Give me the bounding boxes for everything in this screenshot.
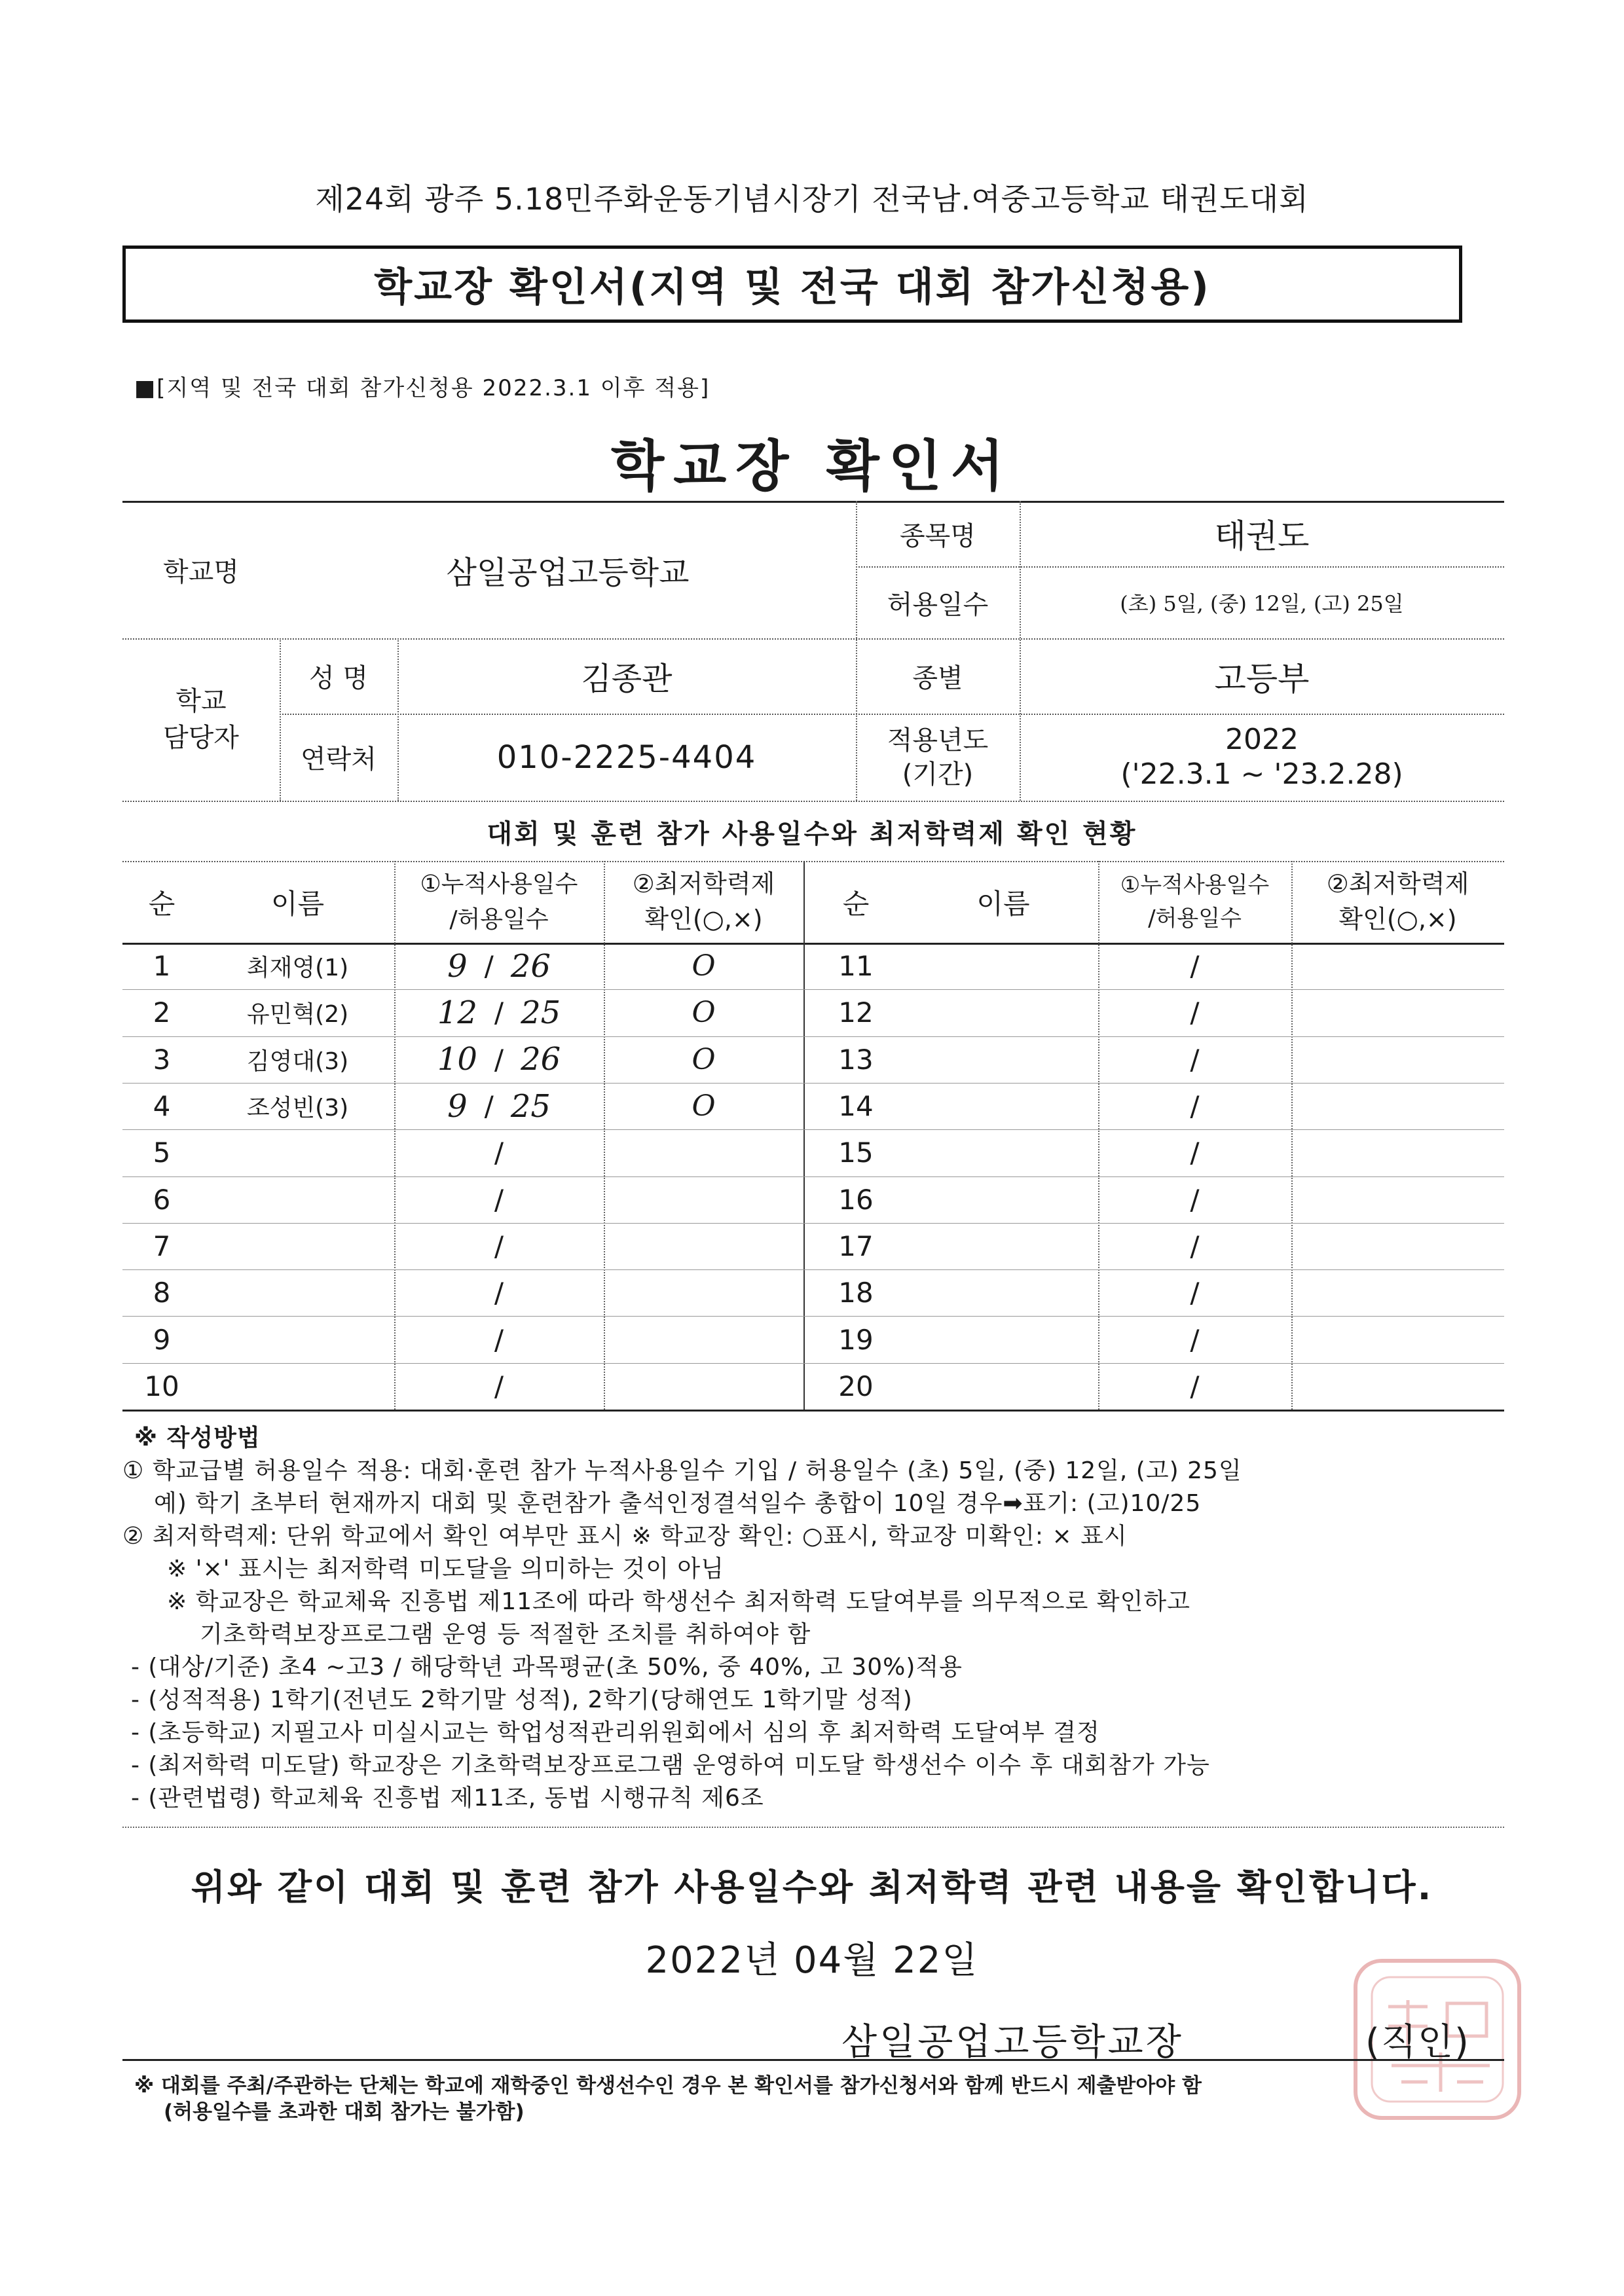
- division-value: 고등부: [1214, 659, 1310, 698]
- days-used-allowed: /: [494, 1277, 504, 1309]
- student-name: [201, 1363, 394, 1410]
- header-min-right: [1291, 861, 1504, 943]
- contact-person-label-line2: 담당자: [163, 723, 239, 753]
- min-academic-check: [604, 1269, 803, 1316]
- min-academic-check: [1291, 943, 1504, 989]
- student-name: 최재영(1): [246, 955, 349, 982]
- confirmation-statement: 위와 같이 대회 및 훈련 참가 사용일수와 최저학력 관련 내용을 확인합니다.: [191, 1867, 1433, 1908]
- header-name-left: 이름: [270, 887, 325, 920]
- min-academic-check: O: [692, 949, 716, 983]
- note-line: ※ 학교장은 학교체육 진흥법 제11조에 따라 학생선수 최저학력 도달여부를 의무적으로 확인하고: [167, 1588, 1190, 1615]
- school-name-label: 학교명: [163, 556, 239, 587]
- row-number: 16: [838, 1183, 874, 1216]
- student-name: [201, 1129, 394, 1176]
- note-line: 예) 학기 초부터 현재까지 대회 및 훈련참가 출석인정결석일수 총합이 10일 경우➡표기: (고)10/25: [154, 1490, 1202, 1517]
- period-label: [856, 714, 1020, 801]
- min-academic-check: [604, 1316, 803, 1362]
- period-label-line1: 적용년도: [887, 725, 989, 756]
- student-name: [908, 1083, 1098, 1129]
- header-days-left: [394, 861, 604, 943]
- header-days-right: [1098, 861, 1291, 943]
- min-academic-check: [604, 1176, 803, 1223]
- days-used-allowed: [394, 1083, 604, 1129]
- min-academic-check: [1291, 1363, 1504, 1410]
- days-used: 9: [447, 1087, 468, 1125]
- min-academic-check: [1291, 1223, 1504, 1269]
- row-number: 19: [838, 1323, 874, 1356]
- days-used-allowed: [394, 943, 604, 989]
- division-label: 종별: [912, 663, 963, 693]
- header-no-left: 순: [148, 887, 175, 920]
- min-academic-check: O: [692, 996, 716, 1030]
- note-line: - (성적적용) 1학기(전년도 2학기말 성적), 2학기(당해연도 1학기말 성적): [131, 1686, 913, 1713]
- school-name-value: 삼일공업고등학교: [446, 554, 690, 591]
- row-number: 18: [838, 1277, 874, 1309]
- footer-divider: [122, 2059, 1504, 2061]
- days-used-allowed: [394, 1036, 604, 1083]
- banner-title-text: 학교장 확인서(지역 및 전국 대회 참가신청용): [374, 264, 1211, 310]
- event-title: 제24회 광주 5.18민주화운동기념시장기 전국남.여중고등학교 태권도대회: [315, 181, 1309, 217]
- days-allowed: 25: [521, 994, 561, 1031]
- notes-heading: ※ 작성방법: [134, 1425, 261, 1451]
- row-number: 11: [838, 950, 874, 983]
- days-used-allowed: /: [494, 1370, 504, 1402]
- period-range: ('22.3.1 ~ '23.2.28): [1120, 757, 1403, 791]
- days-used: 9: [447, 947, 468, 985]
- student-name: [908, 989, 1098, 1036]
- confirmation-date: 2022년 04월 22일: [645, 1939, 979, 1982]
- days-used-allowed: /: [1190, 1230, 1200, 1262]
- period-year: 2022: [1225, 722, 1299, 756]
- sport-label: 종목명: [900, 520, 976, 551]
- days-used-allowed: /: [1190, 996, 1200, 1029]
- student-name: 김영대(3): [246, 1048, 349, 1075]
- days-used-allowed: /: [1190, 1370, 1200, 1402]
- note-line: - (최저학력 미도달) 학교장은 기초학력보장프로그램 운영하여 미도달 학생선수 이수 후 대회참가 가능: [131, 1752, 1210, 1779]
- row-number: 10: [144, 1370, 179, 1402]
- school-info-table: [122, 501, 1504, 802]
- days-used-allowed: /: [1190, 1043, 1200, 1076]
- min-academic-check: [1291, 1036, 1504, 1083]
- footer-note-sub: (허용일수를 초과한 대회 참가는 불가함): [164, 2100, 525, 2124]
- contact-person-label: [122, 638, 280, 801]
- allowed-days-value: (초) 5일, (중) 12일, (고) 25일: [1120, 591, 1404, 616]
- name-label: 성 명: [309, 663, 368, 693]
- header-min-left-line2: 확인(○,×): [644, 904, 763, 934]
- row-number: 8: [153, 1277, 171, 1309]
- header-days-left-line2: /허용일수: [449, 905, 549, 933]
- principal-name: 삼일공업고등학교장: [841, 2021, 1184, 2064]
- slash: /: [484, 950, 494, 983]
- header-name-right: 이름: [976, 887, 1030, 920]
- name-value: 김종관: [581, 661, 673, 697]
- student-name: [908, 1176, 1098, 1223]
- days-allowed: 26: [521, 1041, 561, 1078]
- note-line: ※ '×' 표시는 최저학력 미도달을 의미하는 것이 아님: [167, 1556, 724, 1582]
- row-number: 6: [153, 1183, 171, 1216]
- days-used-allowed: /: [494, 1323, 504, 1356]
- student-name: [908, 1223, 1098, 1269]
- row-number: 20: [838, 1370, 874, 1402]
- slash: /: [484, 1090, 494, 1123]
- row-number: 1: [153, 950, 171, 983]
- list-title: 대회 및 훈련 참가 사용일수와 최저학력제 확인 현황: [487, 819, 1137, 849]
- row-number: 17: [838, 1230, 874, 1262]
- row-number: 3: [153, 1043, 171, 1076]
- header-days-right-line2: /허용일수: [1148, 905, 1242, 932]
- min-academic-check: [1291, 1269, 1504, 1316]
- student-name: [201, 1269, 394, 1316]
- min-academic-check: [604, 1129, 803, 1176]
- days-used: 10: [437, 1041, 477, 1078]
- days-used-allowed: /: [1190, 950, 1200, 983]
- student-name: 유민혁(2): [246, 1001, 349, 1029]
- min-academic-check: [1291, 1083, 1504, 1129]
- row-number: 15: [838, 1137, 874, 1169]
- days-used-allowed: [394, 989, 604, 1036]
- student-name: [201, 1316, 394, 1362]
- student-name: [908, 1129, 1098, 1176]
- min-academic-check: [1291, 1316, 1504, 1362]
- header-days-right-line1: ①누적사용일수: [1120, 871, 1270, 898]
- days-allowed: 25: [510, 1087, 551, 1125]
- period-value: [1020, 714, 1504, 801]
- sport-value: 태권도: [1214, 517, 1310, 555]
- student-name: [908, 1269, 1098, 1316]
- header-min-left: [604, 861, 803, 943]
- days-used-allowed: /: [1190, 1323, 1200, 1356]
- days-used: 12: [437, 994, 477, 1031]
- days-used-allowed: /: [1190, 1090, 1200, 1123]
- slash: /: [494, 996, 504, 1029]
- min-academic-check: [604, 1363, 803, 1410]
- note-line: ① 학교급별 허용일수 적용: 대회·훈련 참가 누적사용일수 기입 / 허용일수 (초) 5일, (중) 12일, (고) 25일: [122, 1457, 1242, 1484]
- notice-line: ■[지역 및 전국 대회 참가신청용 2022.3.1 이후 적용]: [134, 375, 710, 401]
- header-min-left-line1: ②최저학력제: [632, 869, 775, 899]
- phone-label: 연락처: [301, 744, 377, 774]
- row-number: 5: [153, 1137, 171, 1169]
- min-academic-check: O: [692, 1089, 716, 1123]
- row-number: 14: [838, 1090, 874, 1123]
- min-academic-check: [1291, 1129, 1504, 1176]
- days-used-allowed: /: [1190, 1183, 1200, 1216]
- student-name: [201, 1223, 394, 1269]
- days-allowed: 26: [510, 947, 551, 985]
- banner-title: [122, 246, 1462, 323]
- row-number: 7: [153, 1230, 171, 1262]
- student-name: [908, 1316, 1098, 1362]
- document-title: 학교장 확인서: [610, 434, 1014, 498]
- min-academic-check: [1291, 989, 1504, 1036]
- days-used-allowed: /: [1190, 1277, 1200, 1309]
- seal-mark: (직인): [1365, 2021, 1470, 2064]
- participant-table: [122, 861, 1504, 1411]
- days-used-allowed: /: [494, 1230, 504, 1262]
- days-used-allowed: /: [494, 1183, 504, 1216]
- days-used-allowed: /: [494, 1137, 504, 1169]
- row-number: 2: [153, 996, 171, 1029]
- slash: /: [494, 1043, 504, 1076]
- allowed-days-label: 허용일수: [887, 589, 989, 620]
- phone-value: 010-2225-4404: [496, 738, 757, 776]
- header-min-right-line2: 확인(○,×): [1338, 904, 1457, 934]
- student-name: 조성빈(3): [246, 1095, 349, 1122]
- student-name: [908, 943, 1098, 989]
- period-label-line2: (기간): [902, 759, 974, 790]
- header-no-right: 순: [842, 887, 870, 920]
- row-number: 9: [153, 1323, 171, 1356]
- row-number: 4: [153, 1090, 171, 1123]
- footer-note: ※ 대회를 주최/주관하는 단체는 학교에 재학중인 학생선수인 경우 본 확인서를 참가신청서와 함께 반드시 제출받아야 함: [134, 2074, 1202, 2098]
- row-number: 12: [838, 996, 874, 1029]
- row-number: 13: [838, 1043, 874, 1076]
- note-line: - (초등학교) 지필고사 미실시교는 학업성적관리위원회에서 심의 후 최저학력 도달여부 결정: [131, 1719, 1100, 1746]
- min-academic-check: [1291, 1176, 1504, 1223]
- note-line: ② 최저학력제: 단위 학교에서 확인 여부만 표시 ※ 학교장 확인: ○표시, 학교장 미확인: × 표시: [122, 1523, 1128, 1550]
- student-name: [201, 1176, 394, 1223]
- min-academic-check: [604, 1223, 803, 1269]
- note-line: 기초학력보장프로그램 운영 등 적절한 조치를 취하여야 함: [200, 1621, 811, 1648]
- header-days-left-line1: ①누적사용일수: [420, 870, 578, 898]
- min-academic-check: O: [692, 1042, 716, 1076]
- note-line: - (대상/기준) 초4 ~고3 / 해당학년 과목평균(초 50%, 중 40%, 고 30%)적용: [131, 1654, 963, 1681]
- note-line: - (관련법령) 학교체육 진흥법 제11조, 동법 시행규칙 제6조: [131, 1785, 764, 1812]
- header-min-right-line1: ②최저학력제: [1326, 869, 1469, 899]
- notes-divider: [122, 1827, 1504, 1828]
- student-name: [908, 1036, 1098, 1083]
- days-used-allowed: /: [1190, 1137, 1200, 1169]
- contact-person-label-line1: 학교: [175, 686, 227, 716]
- student-name: [908, 1363, 1098, 1410]
